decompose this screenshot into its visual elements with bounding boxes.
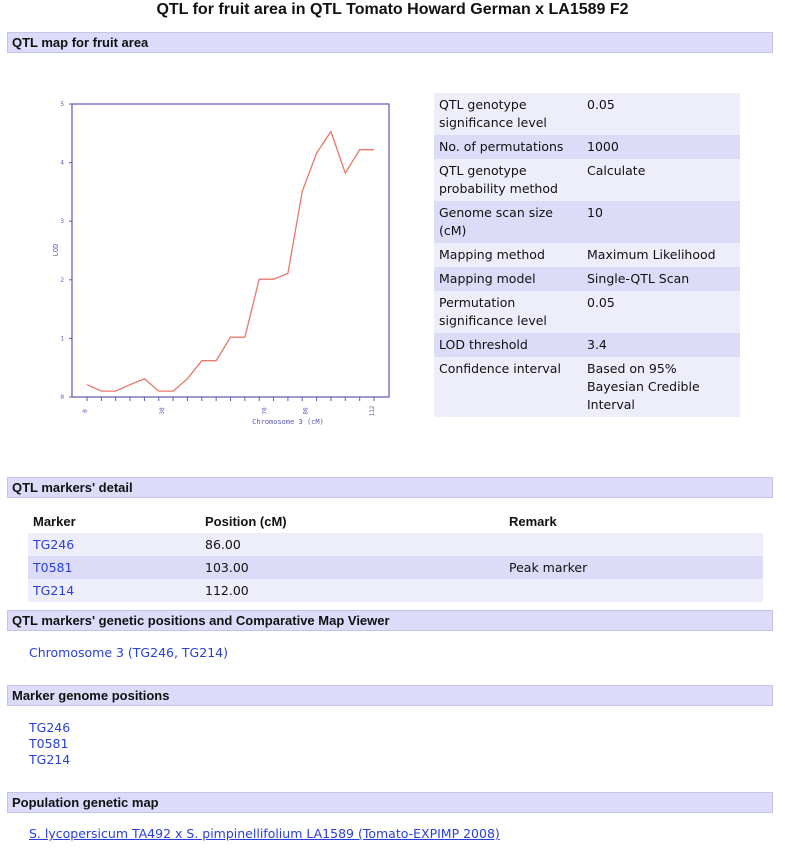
lod-line — [87, 132, 374, 392]
parameter-row — [434, 357, 740, 417]
plot-frame — [72, 104, 389, 397]
marker-link-tg246[interactable]: TG246 — [33, 537, 75, 552]
genome-position-link-tg246[interactable]: TG246 — [29, 720, 71, 735]
parameter-row — [434, 291, 740, 333]
x-tick-label: 30 — [158, 407, 166, 415]
parameter-row — [434, 333, 740, 357]
parameter-value: 0.05 — [587, 295, 615, 310]
parameter-row — [434, 159, 740, 201]
marker-remark — [504, 533, 763, 556]
parameter-label: Permutation significance level — [439, 295, 547, 328]
page-title: QTL for fruit area in QTL Tomato Howard German x LA1589 F2 — [156, 1, 629, 18]
parameter-row — [434, 135, 740, 159]
parameter-value: 10 — [587, 205, 603, 220]
parameter-value: Maximum Likelihood — [587, 247, 716, 262]
parameter-value: Single-QTL Scan — [587, 271, 690, 286]
parameter-value: Based on 95% Bayesian Credible Interval — [587, 361, 700, 412]
parameter-label: LOD threshold — [439, 337, 528, 352]
parameter-row — [434, 201, 740, 243]
table-row — [28, 533, 763, 556]
parameter-value: Calculate — [587, 163, 646, 178]
parameter-value: 1000 — [587, 139, 619, 154]
marker-link-t0581[interactable]: T0581 — [33, 560, 73, 575]
table-row — [28, 579, 763, 602]
markers-table — [28, 510, 763, 602]
comparative-map-link[interactable]: Chromosome 3 (TG246, TG214) — [29, 645, 228, 660]
parameter-label: Mapping method — [439, 247, 545, 262]
y-axis-label: LOD — [52, 243, 60, 257]
y-tick-label: 0 — [60, 394, 64, 401]
x-tick-label: 86 — [302, 407, 310, 415]
y-tick-label: 2 — [60, 276, 64, 284]
population-map-link[interactable]: S. lycopersicum TA492 x S. pimpinellifolium LA1589 (Tomato-EXPIMP 2008) — [29, 826, 500, 841]
marker-remark: Peak marker — [509, 560, 588, 575]
column-header-remark: Remark — [509, 514, 557, 529]
x-tick-label: 70 — [261, 407, 269, 415]
parameter-label: QTL genotype probability method — [439, 163, 558, 196]
parameter-value: 3.4 — [587, 337, 607, 352]
column-header-position: Position (cM) — [205, 514, 287, 529]
parameter-label: No. of permutations — [439, 139, 564, 154]
x-axis-label: Chromosome 3 (cM) — [252, 418, 324, 426]
lod-chart — [40, 90, 400, 435]
column-header-marker: Marker — [33, 514, 76, 529]
x-tick-label: 0 — [82, 409, 89, 413]
y-tick-label: 1 — [60, 335, 64, 343]
parameter-row — [434, 93, 740, 135]
parameter-label: QTL genotype significance level — [439, 97, 547, 130]
section-header-qtl-map: QTL map for fruit area — [7, 32, 773, 53]
y-tick-label: 3 — [60, 218, 64, 226]
marker-position: 103.00 — [205, 560, 249, 575]
parameter-label: Genome scan size (cM) — [439, 205, 553, 238]
marker-position: 86.00 — [205, 537, 241, 552]
marker-remark — [504, 579, 763, 602]
genome-position-link-tg214[interactable]: TG214 — [29, 752, 71, 767]
marker-link-tg214[interactable]: TG214 — [33, 583, 75, 598]
section-header-comparative-map: QTL markers' genetic positions and Comparative Map Viewer — [7, 610, 773, 631]
parameter-value: 0.05 — [587, 97, 615, 112]
parameter-row — [434, 243, 740, 267]
marker-position: 112.00 — [205, 583, 249, 598]
section-header-genome-positions: Marker genome positions — [7, 685, 773, 706]
qtl-parameters-table — [434, 93, 740, 417]
parameter-label: Confidence interval — [439, 361, 561, 376]
x-tick-label: 112 — [369, 405, 376, 417]
y-tick-label: 5 — [60, 101, 64, 108]
y-tick-label: 4 — [60, 159, 64, 167]
parameter-label: Mapping model — [439, 271, 536, 286]
table-row — [28, 556, 763, 579]
genome-position-link-t0581[interactable]: T0581 — [29, 736, 69, 751]
section-header-population-map: Population genetic map — [7, 792, 773, 813]
parameter-row — [434, 267, 740, 291]
section-header-markers-detail: QTL markers' detail — [7, 477, 773, 498]
